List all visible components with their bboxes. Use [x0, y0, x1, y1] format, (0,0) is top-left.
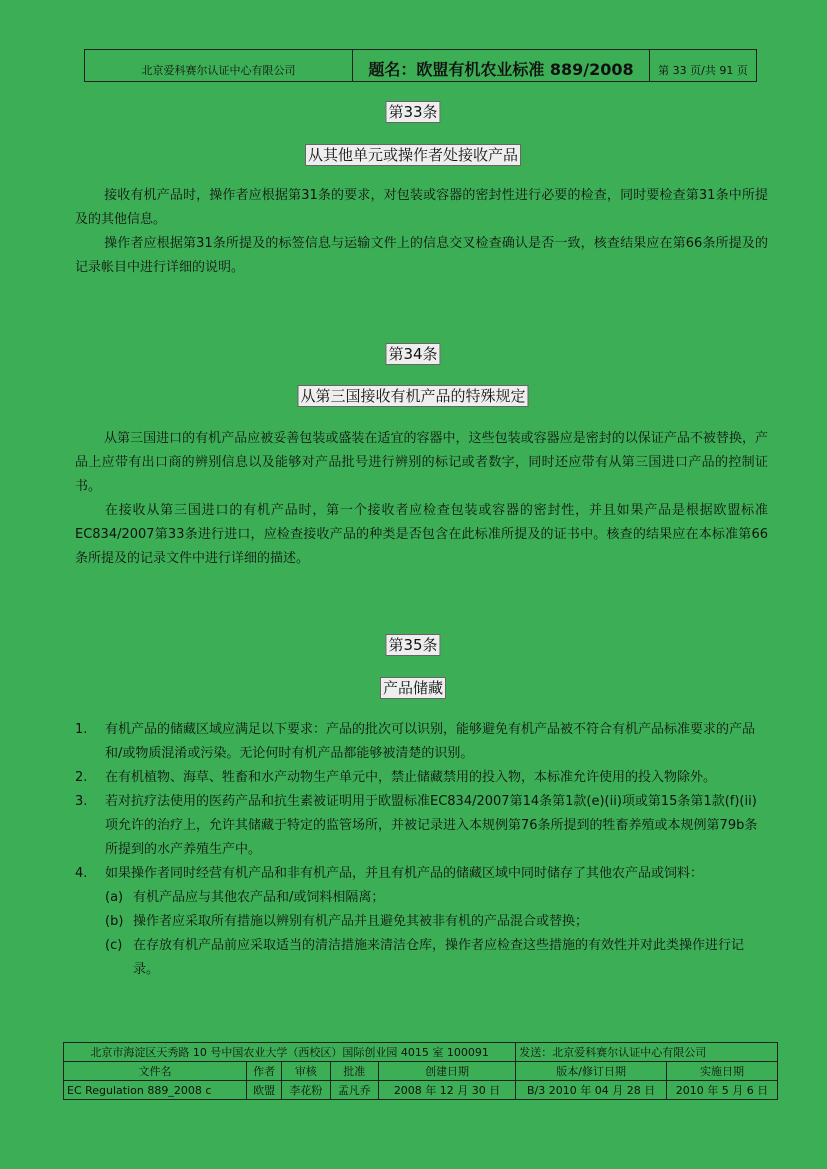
footer-row-values [64, 1081, 778, 1100]
article-33-p2: 操作者应根据第31条所提及的标签信息与运输文件上的信息交叉检查确认是否一致，核查结果应在第66条所提及的记录帐目中进行详细的说明。 [75, 236, 768, 275]
sub-list-item: (b) 操作者应采取所有措施以辨别有机产品并且避免其被非有机的产品混合或替换； [105, 914, 589, 929]
footer-value-cell: EC Regulation 889_2008 c [64, 1081, 247, 1100]
footer-header-cell: 作者 [247, 1062, 282, 1081]
footer-header-cell: 版本/修订日期 [516, 1062, 667, 1081]
article-34-title: 从第三国接收有机产品的特殊规定 [297, 385, 528, 407]
article-33-title: 从其他单元或操作者处接收产品 [305, 144, 521, 166]
article-34-number: 第34条 [385, 343, 440, 365]
footer-row-headers [64, 1062, 778, 1081]
article-34-paragraph [75, 427, 768, 571]
list-item: 2. 在有机植物、海草、牲畜和水产动物生产单元中，禁止储藏禁用的投入物，本标准允许使用的投入物除外。 [75, 770, 717, 785]
list-item: 4. 如果操作者同时经营有机产品和非有机产品，并且有机产品的储藏区域中同时储存了其他农产品或饲料： [75, 866, 704, 881]
footer-header-cell: 文件名 [64, 1062, 247, 1081]
article-35-title: 产品储藏 [380, 677, 446, 699]
sub-list-item: (a) 有机产品应与其他农产品和/或饲料相隔离； [105, 890, 385, 905]
footer-header-cell: 创建日期 [378, 1062, 515, 1081]
header-page-number: 第 33 页/共 91 页 [658, 64, 748, 77]
article-33-number: 第33条 [385, 101, 440, 123]
footer-value-cell: 2010 年 5 月 6 日 [667, 1081, 778, 1100]
footer-row-address [64, 1043, 778, 1062]
footer-table [63, 1042, 778, 1100]
article-35-list [75, 718, 768, 982]
header-company: 北京爱科赛尔认证中心有限公司 [85, 50, 353, 81]
footer-header-cell: 实施日期 [667, 1062, 778, 1081]
article-35-number: 第35条 [385, 634, 440, 656]
footer-value-cell: B/3 2010 年 04 月 28 日 [516, 1081, 667, 1100]
list-item: 1. 有机产品的储藏区域应满足以下要求：产品的批次可以识别，能够避免有机产品被不符合有机产品标准要求的产品和/或物质混淆或污染。无论何时有机产品都能够被清楚的识别。 [75, 722, 756, 761]
footer-value-cell: 欧盟 [247, 1081, 282, 1100]
footer-value-cell: 2008 年 12 月 30 日 [378, 1081, 515, 1100]
page-header [84, 49, 757, 82]
footer-value-cell: 李花粉 [282, 1081, 330, 1100]
list-item: 3. 若对抗疗法使用的医药产品和抗生素被证明用于欧盟标准EC834/2007第14条第1款(e)(ii)项或第15条第1款(f)(ii)项允许的治疗上，允许其储藏于特定的监管场所，并被记录进入本规例第76条所提到的牲畜养殖或本规例第79b条所提到的水产养殖生产中。 [75, 794, 758, 857]
sub-list-item: (c) 在存放有机产品前应采取适当的清洁措施来清洁仓库，操作者应检查这些措施的有效性并对此类操作进行记录。 [105, 938, 745, 977]
header-title: 题名：欧盟有机农业标准 889/2008 [353, 50, 650, 81]
article-34-p1: 从第三国进口的有机产品应被妥善包装或盛装在适宜的容器中，这些包装或容器应是密封的以保证产品不被替换，产品上应带有出口商的辨别信息以及能够对产品批号进行辨别的标记或者数字，同时还应带有从第三国进口产品的控制证书。 [75, 431, 768, 494]
footer-header-cell: 审核 [282, 1062, 330, 1081]
footer-value-cell: 孟凡乔 [330, 1081, 378, 1100]
footer-issuer: 发送：北京爱科赛尔认证中心有限公司 [516, 1043, 778, 1062]
article-34-p2: 在接收从第三国进口的有机产品时，第一个接收者应检查包装或容器的密封性，并且如果产品是根据欧盟标准EC834/2007第33条进行进口，应检查接收产品的种类是否包含在此标准所提及的证书中。核查的结果应在本标准第66条所提及的记录文件中进行详细的描述。 [75, 503, 768, 566]
footer-header-cell: 批准 [330, 1062, 378, 1081]
article-33-paragraph [75, 184, 768, 280]
footer-address: 北京市海淀区天秀路 10 号中国农业大学（西校区）国际创业园 4015 室 100091 [64, 1043, 516, 1062]
article-33-p1: 接收有机产品时，操作者应根据第31条的要求，对包装或容器的密封性进行必要的检查，同时要检查第31条中所提及的其他信息。 [75, 188, 768, 227]
